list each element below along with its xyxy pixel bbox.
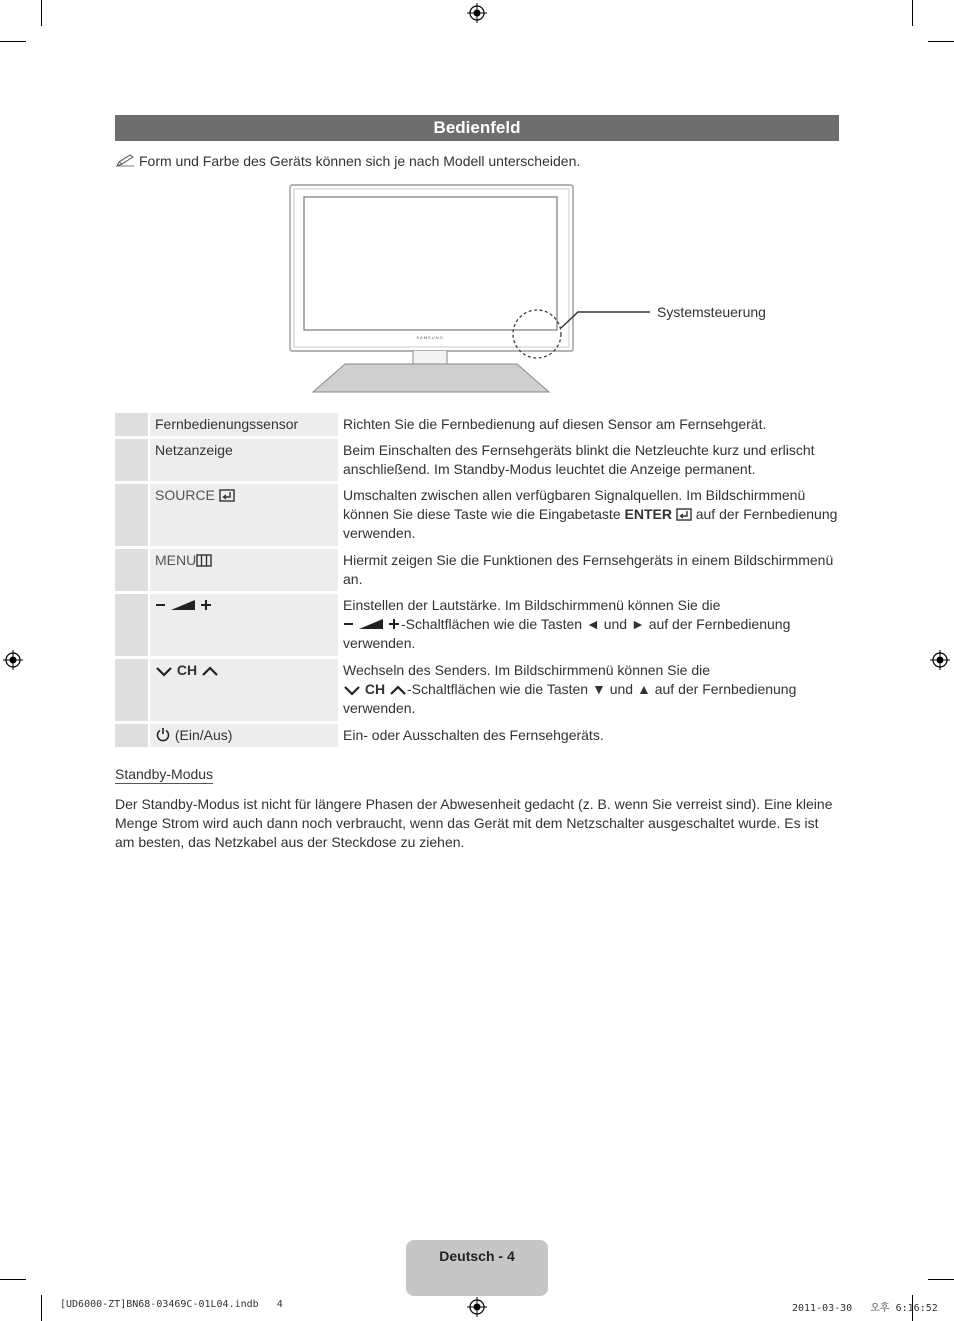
control-name-text: Fernbedienungssensor — [155, 416, 299, 432]
note-text: Form und Farbe des Geräts können sich je nach Modell unterscheiden. — [139, 153, 581, 169]
registration-mark-icon — [467, 1297, 487, 1317]
controls-table — [115, 410, 839, 750]
callout-label: Systemsteuerung — [657, 304, 766, 320]
row-marker — [115, 594, 148, 656]
control-desc: Hiermit zeigen Sie die Funktionen des Fernsehgeräts in einem Bildschirmmenü an. — [343, 552, 834, 587]
control-name — [148, 659, 338, 721]
control-desc — [338, 659, 839, 721]
control-name — [148, 413, 338, 436]
control-name-text: MENU — [155, 552, 197, 568]
registration-mark-icon — [3, 650, 23, 670]
control-name-text: SOURCE — [155, 487, 215, 503]
ch-label: CH — [364, 681, 386, 697]
desc-text: Einstellen der Lautstärke. Im Bildschirmmenü können Sie die — [343, 597, 721, 613]
control-desc: Ein- oder Ausschalten des Fernsehgeräts. — [343, 727, 604, 743]
desc-text: -Schaltflächen wie die Tasten ◄ und ► auf der Fernbedienung verwenden. — [343, 616, 791, 651]
power-icon — [155, 727, 171, 742]
control-desc — [338, 484, 839, 546]
enter-label: ENTER — [624, 506, 672, 522]
control-name-text: Netzanzeige — [155, 442, 233, 458]
row-marker — [115, 724, 148, 747]
standby-paragraph: Der Standby-Modus ist nicht für längere Phasen der Abwesenheit gedacht (z. B. wenn Sie verreist sind). Eine kleine Menge Strom wird auch dann noch verbraucht, wenn das Gerät mit dem Netzschalter ausgeschaltet wurde. Es ist am besten, das Netzkabel aus der Steckdose zu ziehen. — [115, 796, 833, 850]
standby-heading: Standby-Modus — [115, 766, 214, 782]
chevron-down-icon — [155, 665, 173, 677]
registration-mark-icon — [930, 650, 950, 670]
control-name — [148, 594, 338, 656]
control-desc — [338, 594, 839, 656]
note — [115, 153, 580, 169]
enter-icon — [676, 508, 692, 521]
table-row — [115, 724, 839, 747]
desc-text: auf der Fernbedienung verwenden. — [343, 506, 838, 541]
control-desc: Richten Sie die Fernbedienung auf diesen Sensor am Fernsehgerät. — [343, 416, 767, 432]
desc-text: Umschalten zwischen allen verfügbaren Signalquellen. Im Bildschirmmenü können Sie diese Taste wie die Eingabetaste — [343, 487, 806, 522]
menu-icon — [196, 554, 212, 567]
control-name — [148, 484, 338, 546]
chevron-up-icon — [389, 684, 407, 696]
table-row — [115, 549, 839, 591]
control-name — [148, 724, 338, 747]
crop-mark — [912, 0, 913, 26]
control-name — [148, 439, 338, 481]
row-marker — [115, 413, 148, 436]
crop-mark — [928, 1279, 954, 1280]
chevron-down-icon — [343, 684, 361, 696]
table-row — [115, 659, 839, 721]
row-marker — [115, 549, 148, 591]
pencil-note-icon — [115, 154, 135, 168]
tv-brand-logo: SAMSUNG — [416, 335, 444, 340]
crop-mark — [0, 1279, 26, 1280]
desc-text: Wechseln des Senders. Im Bildschirmmenü können Sie die — [343, 662, 711, 678]
control-name-text: (Ein/Aus) — [174, 727, 233, 743]
volume-control-icon — [343, 617, 401, 631]
control-name-text: CH — [176, 662, 198, 678]
volume-control-icon — [155, 598, 213, 612]
control-name — [148, 549, 338, 591]
source-enter-icon — [219, 489, 235, 502]
row-marker — [115, 484, 148, 546]
chevron-up-icon — [201, 665, 219, 677]
crop-mark — [41, 1295, 42, 1321]
row-marker — [115, 439, 148, 481]
print-slug-date: 2011-03-30 오후 6:16:52 — [792, 1303, 938, 1314]
crop-mark — [0, 41, 26, 42]
print-slug-file: [UD6000-ZT]BN68-03469C-01L04.indb 4 — [60, 1299, 283, 1310]
table-row — [115, 594, 839, 656]
page-number-tab — [406, 1240, 548, 1296]
crop-mark — [41, 0, 42, 26]
control-desc: Beim Einschalten des Fernsehgeräts blinkt die Netzleuchte kurz und erlischt anschließend. Im Standby-Modus leuchtet die Anzeige permanent. — [343, 442, 815, 477]
section-title: Bedienfeld — [115, 115, 839, 141]
table-row — [115, 484, 839, 546]
page-label: Deutsch - 4 — [439, 1248, 515, 1264]
row-marker — [115, 659, 148, 721]
crop-mark — [928, 41, 954, 42]
tv-illustration — [285, 182, 785, 400]
registration-mark-icon — [467, 3, 487, 23]
table-row — [115, 439, 839, 481]
desc-text: -Schaltflächen wie die Tasten ▼ und ▲ auf der Fernbedienung verwenden. — [343, 681, 797, 716]
table-row — [115, 413, 839, 436]
